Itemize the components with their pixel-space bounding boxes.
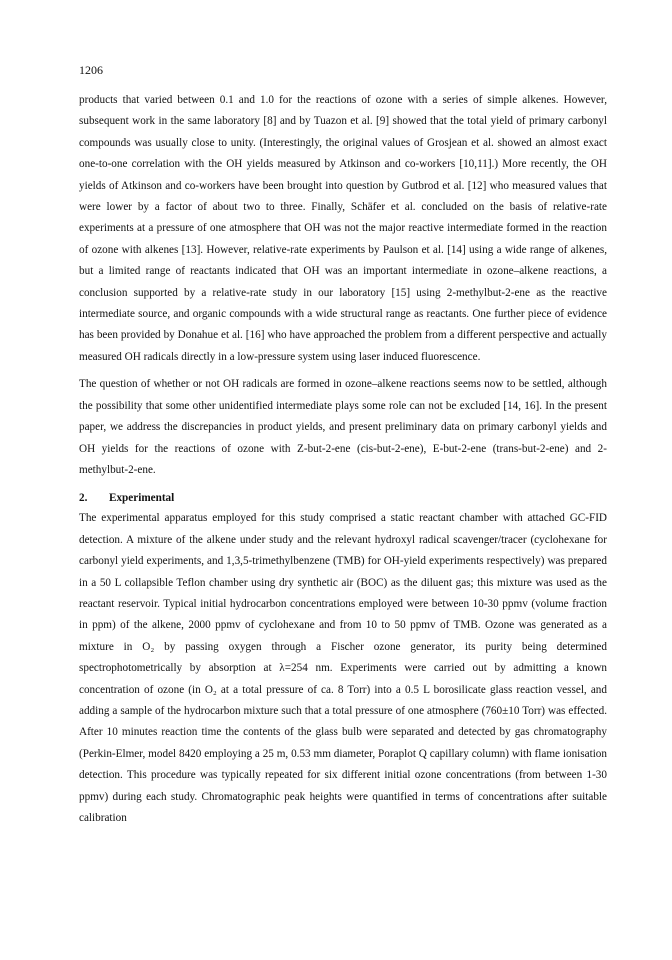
document-page (79, 62, 607, 829)
page-number: 1206 (79, 63, 103, 77)
experimental-paragraph: The experimental apparatus employed for this study comprised a static reactant chamber with attached GC-FID detection. A mixture of the alkene under study and the relevant hydroxyl radical scavenger/tracer (cyclohexane for carbonyl yield experiments, and 1,3,5-trimethylbenzene (TMB) for OH-yield experiments respectively) was prepared in a 50 L collapsible Teflon chamber using dry synthetic air (BOC) as the diluent gas; this mixture was used as the reactant reservoir. Typical initial hydrocarbon concentrations employed were between 10-30 ppmv (volume fraction in ppm) of the alkene, 2000 ppmv of cyclohexane and from 10 to 50 ppmv of TMB. Ozone was generated as a mixture in O₂ by passing oxygen through a Fischer ozone generator, its purity being determined spectrophotometrically by absorption at λ=254 nm. Experiments were carried out by admitting a known concentration of ozone (in O₂ at a total pressure of ca. 8 Torr) into a 0.5 L borosilicate glass reaction vessel, and adding a sample of the hydrocarbon mixture such that a total pressure of one atmosphere (760±10 Torr) was effected. After 10 minutes reaction time the contents of the glass bulb were separated and detected by gas chromatography (Perkin-Elmer, model 8420 employing a 25 m, 0.53 mm diameter, Poraplot Q capillary column) with flame ionisation detection. This procedure was typically repeated for six different initial ozone concentrations (from between 1-30 ppmv) during each study. Chromatographic peak heights were quantified in terms of concentrations after suitable calibration (79, 512, 607, 824)
body-paragraph-1: products that varied between 0.1 and 1.0 for the reactions of ozone with a series of simple alkenes. However, subsequent work in the same laboratory [8] and by Tuazon et al. [9] showed that the total yield of primary carbonyl compounds was usually close to unity. (Interestingly, the original values of Grosjean et al. showed an almost exact one-to-one correlation with the OH yields measured by Atkinson and co-workers [10,11].) More recently, the OH yields of Atkinson and co-workers have been brought into question by Gutbrod et al. [12] who measured values that were lower by a factor of about two to three. Finally, Schäfer et al. concluded on the basis of relative-rate experiments at a pressure of one atmosphere that OH was not the major reactive intermediate formed in the reaction of ozone with alkenes [13]. However, relative-rate experiments by Paulson et al. [14] using a wide range of alkenes, but a limited range of reactants indicated that OH was an important intermediate in ozone–alkene reactions, a conclusion supported by a relative-rate study in our laboratory [15] using 2-methylbut-2-ene as the reactive intermediate source, and organic compounds with a wide structural range as reactants. One further piece of evidence has been provided by Donahue et al. [16] who have approached the problem from a different perspective and actually measured OH radicals directly in a low-pressure system using laser induced fluorescence. (79, 94, 607, 363)
section-title: Experimental (109, 492, 175, 505)
body-paragraph-2: The question of whether or not OH radicals are formed in ozone–alkene reactions seems now to be settled, although the possibility that some other unidentified intermediate plays some role can not be excluded [14, 16]. In the present paper, we address the discrepancies in product yields, and present preliminary data on primary carbonyl yields and OH yields for the reactions of ozone with Z-but-2-ene (cis-but-2-ene), E-but-2-ene (trans-but-2-ene) and 2-methylbut-2-ene. (79, 378, 607, 476)
section-heading (79, 489, 607, 508)
section-number: 2. (79, 492, 88, 505)
